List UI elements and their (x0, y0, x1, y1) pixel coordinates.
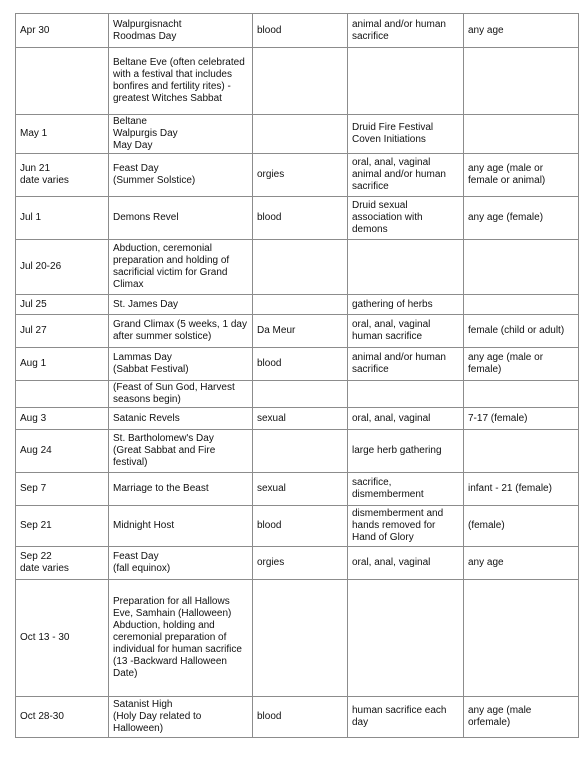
type-cell: orgies (253, 154, 348, 197)
age-cell: any age (464, 14, 579, 48)
event-cell: Satanist High (Holy Day related to Halloween) (109, 697, 253, 738)
date-cell: Aug 24 (16, 430, 109, 473)
type-cell: sexual (253, 473, 348, 506)
age-cell (464, 381, 579, 408)
table-row (16, 547, 579, 580)
activity-cell: Druid sexual association with demons (348, 197, 464, 240)
event-cell: Lammas Day (Sabbat Festival) (109, 348, 253, 381)
table-row (16, 295, 579, 315)
calendar-table (15, 13, 579, 738)
table-row (16, 473, 579, 506)
event-cell: Demons Revel (109, 197, 253, 240)
type-cell: blood (253, 506, 348, 547)
table-row (16, 697, 579, 738)
activity-cell: oral, anal, vaginal human sacrifice (348, 315, 464, 348)
date-cell: Jul 27 (16, 315, 109, 348)
event-cell: Satanic Revels (109, 408, 253, 430)
table-row (16, 348, 579, 381)
date-cell (16, 48, 109, 115)
activity-cell: sacrifice, dismemberment (348, 473, 464, 506)
date-cell: Aug 1 (16, 348, 109, 381)
age-cell: infant - 21 (female) (464, 473, 579, 506)
type-cell (253, 48, 348, 115)
event-cell: Beltane Walpurgis Day May Day (109, 115, 253, 154)
table-row (16, 14, 579, 48)
age-cell: any age (female) (464, 197, 579, 240)
activity-cell: animal and/or human sacrifice (348, 348, 464, 381)
event-cell: Beltane Eve (often celebrated with a festival that includes bonfires and fertility rites) - greatest Witches Sabbat (109, 48, 253, 115)
date-cell: Oct 13 - 30 (16, 580, 109, 697)
event-cell: Feast Day (fall equinox) (109, 547, 253, 580)
activity-cell: animal and/or human sacrifice (348, 14, 464, 48)
age-cell: any age (464, 547, 579, 580)
date-cell: Sep 21 (16, 506, 109, 547)
event-cell: Grand Climax (5 weeks, 1 day after summer solstice) (109, 315, 253, 348)
event-cell: St. Bartholomew's Day (Great Sabbat and Fire festival) (109, 430, 253, 473)
age-cell (464, 115, 579, 154)
event-cell: St. James Day (109, 295, 253, 315)
activity-cell: oral, anal, vaginal animal and/or human sacrifice (348, 154, 464, 197)
table-row (16, 115, 579, 154)
age-cell (464, 240, 579, 295)
activity-cell: oral, anal, vaginal (348, 547, 464, 580)
table-row (16, 430, 579, 473)
date-cell: Sep 7 (16, 473, 109, 506)
age-cell (464, 430, 579, 473)
type-cell (253, 381, 348, 408)
type-cell: Da Meur (253, 315, 348, 348)
activity-cell: large herb gathering (348, 430, 464, 473)
age-cell: (female) (464, 506, 579, 547)
age-cell (464, 295, 579, 315)
date-cell (16, 381, 109, 408)
event-cell: Feast Day (Summer Solstice) (109, 154, 253, 197)
event-cell: (Feast of Sun God, Harvest seasons begin) (109, 381, 253, 408)
table-row (16, 154, 579, 197)
type-cell: sexual (253, 408, 348, 430)
age-cell: any age (male or female) (464, 348, 579, 381)
activity-cell (348, 580, 464, 697)
table-row (16, 48, 579, 115)
table-row (16, 315, 579, 348)
date-cell: May 1 (16, 115, 109, 154)
activity-cell (348, 48, 464, 115)
date-cell: Sep 22 date varies (16, 547, 109, 580)
date-cell: Oct 28-30 (16, 697, 109, 738)
event-cell: Marriage to the Beast (109, 473, 253, 506)
activity-cell (348, 240, 464, 295)
age-cell: any age (male orfemale) (464, 697, 579, 738)
type-cell: blood (253, 348, 348, 381)
table-row (16, 580, 579, 697)
type-cell: blood (253, 14, 348, 48)
table-row (16, 197, 579, 240)
table-row (16, 381, 579, 408)
activity-cell: dismemberment and hands removed for Hand of Glory (348, 506, 464, 547)
age-cell: any age (male or female or animal) (464, 154, 579, 197)
event-cell: Walpurgisnacht Roodmas Day (109, 14, 253, 48)
type-cell (253, 580, 348, 697)
activity-cell: human sacrifice each day (348, 697, 464, 738)
event-cell: Midnight Host (109, 506, 253, 547)
activity-cell: gathering of herbs (348, 295, 464, 315)
type-cell (253, 430, 348, 473)
date-cell: Apr 30 (16, 14, 109, 48)
type-cell: blood (253, 197, 348, 240)
age-cell (464, 580, 579, 697)
age-cell (464, 48, 579, 115)
age-cell: female (child or adult) (464, 315, 579, 348)
type-cell: blood (253, 697, 348, 738)
event-cell: Preparation for all Hallows Eve, Samhain (Halloween) Abduction, holding and ceremonial preparation of individual for human sacrifice (13 -Backward Halloween Date) (109, 580, 253, 697)
type-cell (253, 115, 348, 154)
table-body (16, 14, 579, 738)
event-cell: Abduction, ceremonial preparation and holding of sacrificial victim for Grand Climax (109, 240, 253, 295)
table-row (16, 506, 579, 547)
type-cell: orgies (253, 547, 348, 580)
date-cell: Jul 20-26 (16, 240, 109, 295)
type-cell (253, 240, 348, 295)
type-cell (253, 295, 348, 315)
date-cell: Jun 21 date varies (16, 154, 109, 197)
activity-cell: oral, anal, vaginal (348, 408, 464, 430)
date-cell: Jul 25 (16, 295, 109, 315)
activity-cell: Druid Fire Festival Coven Initiations (348, 115, 464, 154)
table-row (16, 408, 579, 430)
activity-cell (348, 381, 464, 408)
age-cell: 7-17 (female) (464, 408, 579, 430)
date-cell: Jul 1 (16, 197, 109, 240)
date-cell: Aug 3 (16, 408, 109, 430)
table-row (16, 240, 579, 295)
